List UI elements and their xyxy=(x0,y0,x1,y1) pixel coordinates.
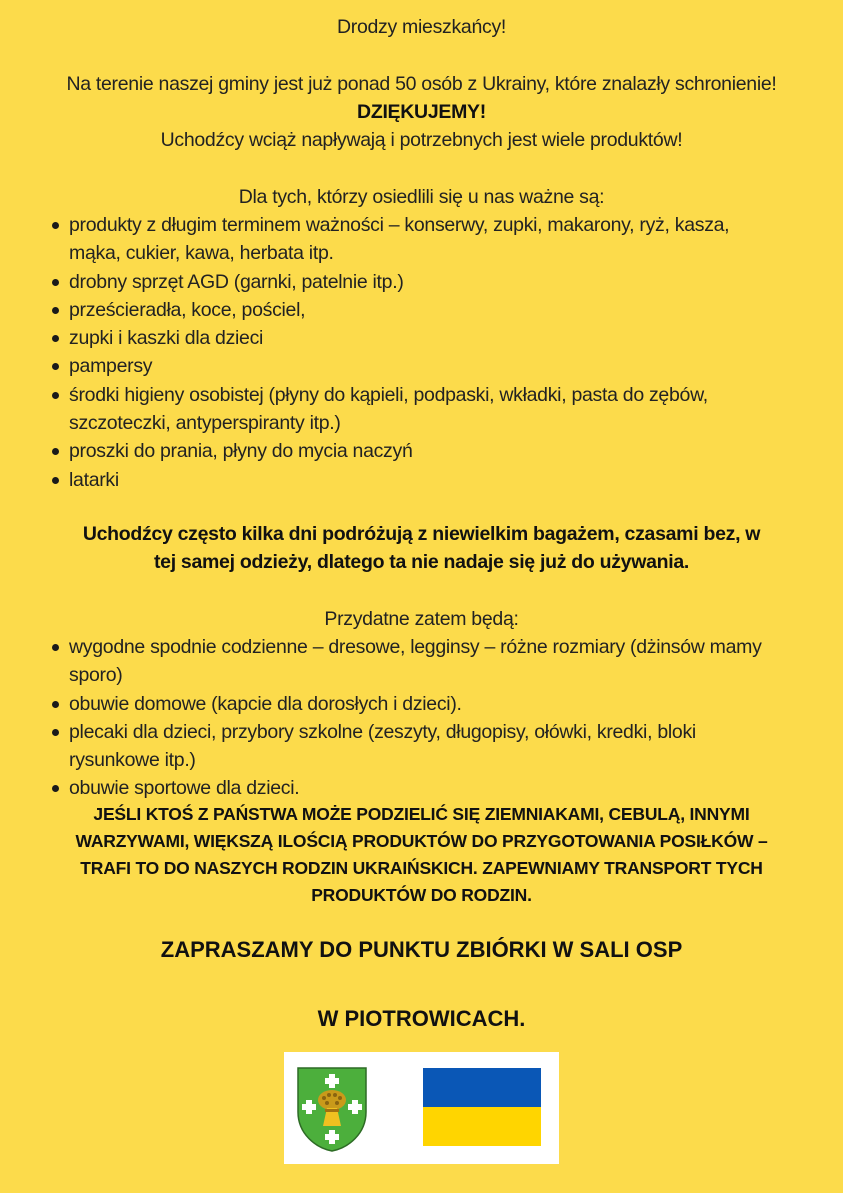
flag-yellow-stripe xyxy=(423,1107,541,1146)
list-item: proszki do prania, płyny do mycia naczyń xyxy=(50,437,820,465)
list-item: obuwie domowe (kapcie dla dorosłych i dzieci). xyxy=(50,690,820,718)
bullet-icon xyxy=(52,307,59,314)
flag-blue-stripe xyxy=(423,1068,541,1107)
appeal-line-4: PRODUKTÓW DO RODZIN. xyxy=(311,885,532,905)
intro-line-2: Uchodźcy wciąż napływają i potrzebnych jest wiele produktów! xyxy=(160,129,683,151)
appeal-line-1: JEŚLI KTOŚ Z PAŃSTWA MOŻE PODZIELIĆ SIĘ ZIEMNIAKAMI, CEBULĄ, INNYMI xyxy=(93,804,750,824)
list-item: środki higieny osobistej (płyny do kąpieli, podpaski, wkładki, pasta do zębów, szczoteczki, antyperspiranty itp.) xyxy=(50,381,820,438)
notice-line-2: tej samej odzieży, dlatego ta nie nadaje się już do używania. xyxy=(153,551,690,573)
bullet-icon xyxy=(52,477,59,484)
intro-line-1: Na terenie naszej gminy jest już ponad 50 osób z Ukrainy, które znalazły schronienie! xyxy=(66,73,777,95)
list-item: drobny sprzęt AGD (garnki, patelnie itp.) xyxy=(50,268,820,296)
list-item: zupki i kaszki dla dzieci xyxy=(50,324,820,352)
section2-heading: Przydatne zatem będą: xyxy=(324,608,519,630)
list-item: latarki xyxy=(50,466,820,494)
bullet-icon xyxy=(52,363,59,370)
bullet-icon xyxy=(52,392,59,399)
bullet-icon xyxy=(52,335,59,342)
section2-list xyxy=(50,633,820,803)
list-item: obuwie sportowe dla dzieci. xyxy=(50,774,820,802)
logos-panel xyxy=(284,1052,559,1164)
bullet-icon xyxy=(52,644,59,651)
bullet-icon xyxy=(52,448,59,455)
greeting: Drodzy mieszkańcy! xyxy=(336,16,507,38)
invite-line-1: ZAPRASZAMY DO PUNKTU ZBIÓRKI W SALI OSP xyxy=(160,937,683,962)
bullet-icon xyxy=(52,701,59,708)
bullet-icon xyxy=(52,785,59,792)
section1-list xyxy=(50,211,820,494)
invite-line-2: W PIOTROWICACH. xyxy=(317,1006,526,1031)
list-item: pampersy xyxy=(50,352,820,380)
section1-heading: Dla tych, którzy osiedlili się u nas ważne są: xyxy=(238,186,605,208)
list-item: prześcieradła, koce, pościel, xyxy=(50,296,820,324)
ukraine-flag-icon xyxy=(423,1068,541,1146)
municipal-coat-of-arms-icon xyxy=(296,1066,368,1152)
appeal-line-2: WARZYWAMI, WIĘKSZĄ ILOŚCIĄ PRODUKTÓW DO PRZYGOTOWANIA POSIŁKÓW – xyxy=(75,831,768,851)
list-item: plecaki dla dzieci, przybory szkolne (zeszyty, długopisy, ołówki, kredki, bloki rysunkowe itp.) xyxy=(50,718,820,775)
bullet-icon xyxy=(52,222,59,229)
intro-thanks: DZIĘKUJEMY! xyxy=(357,101,486,123)
bullet-icon xyxy=(52,729,59,736)
list-item: wygodne spodnie codzienne – dresowe, legginsy – różne rozmiary (dżinsów mamy sporo) xyxy=(50,633,820,690)
appeal-line-3: TRAFI TO DO NASZYCH RODZIN UKRAIŃSKICH. ZAPEWNIAMY TRANSPORT TYCH xyxy=(80,858,763,878)
bullet-icon xyxy=(52,279,59,286)
notice-line-1: Uchodźcy często kilka dni podróżują z niewielkim bagażem, czasami bez, w xyxy=(82,523,761,545)
list-item: produkty z długim terminem ważności – konserwy, zupki, makarony, ryż, kasza, mąka, cukier, kawa, herbata itp. xyxy=(50,211,820,268)
